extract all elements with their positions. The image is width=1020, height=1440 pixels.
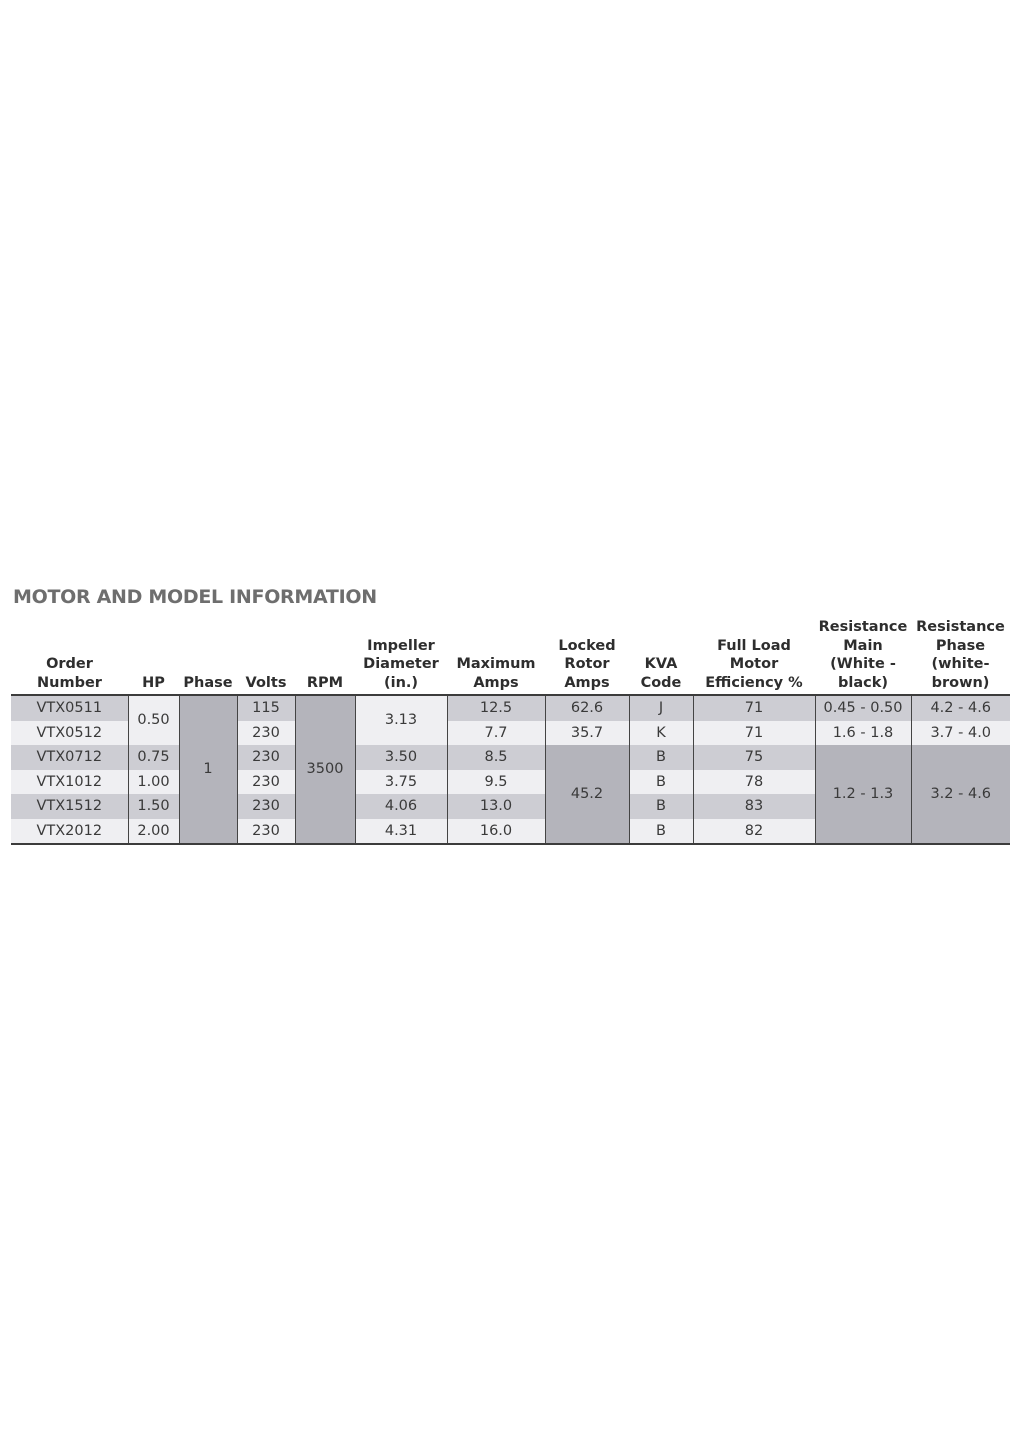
res-phase-cell: 3.2 - 4.6 <box>911 745 1010 844</box>
header-line: Resistance <box>916 619 1005 635</box>
efficiency-cell: 71 <box>693 695 815 721</box>
header-line: (White - <box>830 656 896 672</box>
header-line: Efficiency % <box>705 674 803 691</box>
locked-rotor-cell: 45.2 <box>545 745 629 844</box>
kva-cell: B <box>629 770 693 795</box>
volts-cell: 230 <box>237 794 295 819</box>
header-resistance-phase <box>911 614 1010 695</box>
header-line: HP <box>142 674 165 691</box>
header-line: Motor <box>729 656 779 672</box>
efficiency-cell: 82 <box>693 819 815 845</box>
hp-cell: 0.50 <box>128 695 179 745</box>
volts-cell: 230 <box>237 819 295 845</box>
table-row <box>11 695 1010 721</box>
efficiency-cell: 83 <box>693 794 815 819</box>
header-hp <box>128 614 179 695</box>
volts-cell: 230 <box>237 721 295 746</box>
header-line: KVA <box>644 656 678 672</box>
header-line: Phase <box>935 637 986 654</box>
header-line: Main <box>843 637 883 654</box>
table-row <box>11 745 1010 770</box>
header-volts <box>237 614 295 695</box>
header-phase <box>179 614 237 695</box>
header-maximum-amps <box>447 614 545 695</box>
header-line: Rotor <box>564 656 610 672</box>
volts-cell: 115 <box>237 695 295 721</box>
header-line: Phase <box>183 674 233 691</box>
order-number-cell: VTX1512 <box>11 794 128 819</box>
header-resistance-main <box>815 614 911 695</box>
header-rpm <box>295 614 355 695</box>
header-line: brown) <box>931 674 990 691</box>
header-line: (in.) <box>383 674 419 691</box>
efficiency-cell: 75 <box>693 745 815 770</box>
kva-cell: K <box>629 721 693 746</box>
res-phase-cell: 3.7 - 4.0 <box>911 721 1010 746</box>
order-number-cell: VTX1012 <box>11 770 128 795</box>
impeller-cell: 3.75 <box>355 770 447 795</box>
kva-cell: B <box>629 819 693 845</box>
kva-cell: B <box>629 745 693 770</box>
res-main-cell: 1.2 - 1.3 <box>815 745 911 844</box>
max-amps-cell: 8.5 <box>447 745 545 770</box>
header-order-number <box>11 614 128 695</box>
kva-cell: J <box>629 695 693 721</box>
header-row <box>11 614 1010 695</box>
phase-cell: 1 <box>179 695 237 844</box>
order-number-cell: VTX0712 <box>11 745 128 770</box>
header-line: Order <box>46 656 93 672</box>
hp-cell: 2.00 <box>128 819 179 845</box>
header-line: Resistance <box>818 619 908 635</box>
kva-cell: B <box>629 794 693 819</box>
impeller-cell: 4.06 <box>355 794 447 819</box>
order-number-cell: VTX0511 <box>11 695 128 721</box>
header-line: Full Load <box>717 637 791 654</box>
res-main-cell: 0.45 - 0.50 <box>815 695 911 721</box>
max-amps-cell: 13.0 <box>447 794 545 819</box>
max-amps-cell: 16.0 <box>447 819 545 845</box>
header-kva-code <box>629 614 693 695</box>
header-line: Amps <box>564 674 610 691</box>
header-line: Volts <box>245 674 287 691</box>
header-line: Number <box>37 674 102 691</box>
section-title: MOTOR AND MODEL INFORMATION <box>13 586 377 608</box>
efficiency-cell: 78 <box>693 770 815 795</box>
impeller-cell: 3.50 <box>355 745 447 770</box>
header-line: Locked <box>558 637 616 654</box>
motor-model-table <box>11 614 1010 845</box>
rpm-cell: 3500 <box>295 695 355 844</box>
header-impeller-diameter <box>355 614 447 695</box>
max-amps-cell: 9.5 <box>447 770 545 795</box>
header-locked-rotor-amps <box>545 614 629 695</box>
hp-cell: 1.00 <box>128 770 179 795</box>
impeller-cell: 4.31 <box>355 819 447 845</box>
locked-rotor-cell: 35.7 <box>545 721 629 746</box>
header-line: Diameter <box>363 656 439 672</box>
impeller-cell: 3.13 <box>355 695 447 745</box>
volts-cell: 230 <box>237 745 295 770</box>
hp-cell: 0.75 <box>128 745 179 770</box>
locked-rotor-cell: 62.6 <box>545 695 629 721</box>
header-efficiency <box>693 614 815 695</box>
efficiency-cell: 71 <box>693 721 815 746</box>
res-main-cell: 1.6 - 1.8 <box>815 721 911 746</box>
header-line: RPM <box>306 674 344 691</box>
header-line: (white- <box>931 656 990 672</box>
header-line: black) <box>838 674 888 691</box>
order-number-cell: VTX2012 <box>11 819 128 845</box>
volts-cell: 230 <box>237 770 295 795</box>
header-line: Code <box>640 674 682 691</box>
header-line: Impeller <box>367 637 435 654</box>
hp-cell: 1.50 <box>128 794 179 819</box>
max-amps-cell: 7.7 <box>447 721 545 746</box>
header-line: Maximum <box>456 656 536 672</box>
res-phase-cell: 4.2 - 4.6 <box>911 695 1010 721</box>
order-number-cell: VTX0512 <box>11 721 128 746</box>
max-amps-cell: 12.5 <box>447 695 545 721</box>
header-line: Amps <box>473 674 519 691</box>
